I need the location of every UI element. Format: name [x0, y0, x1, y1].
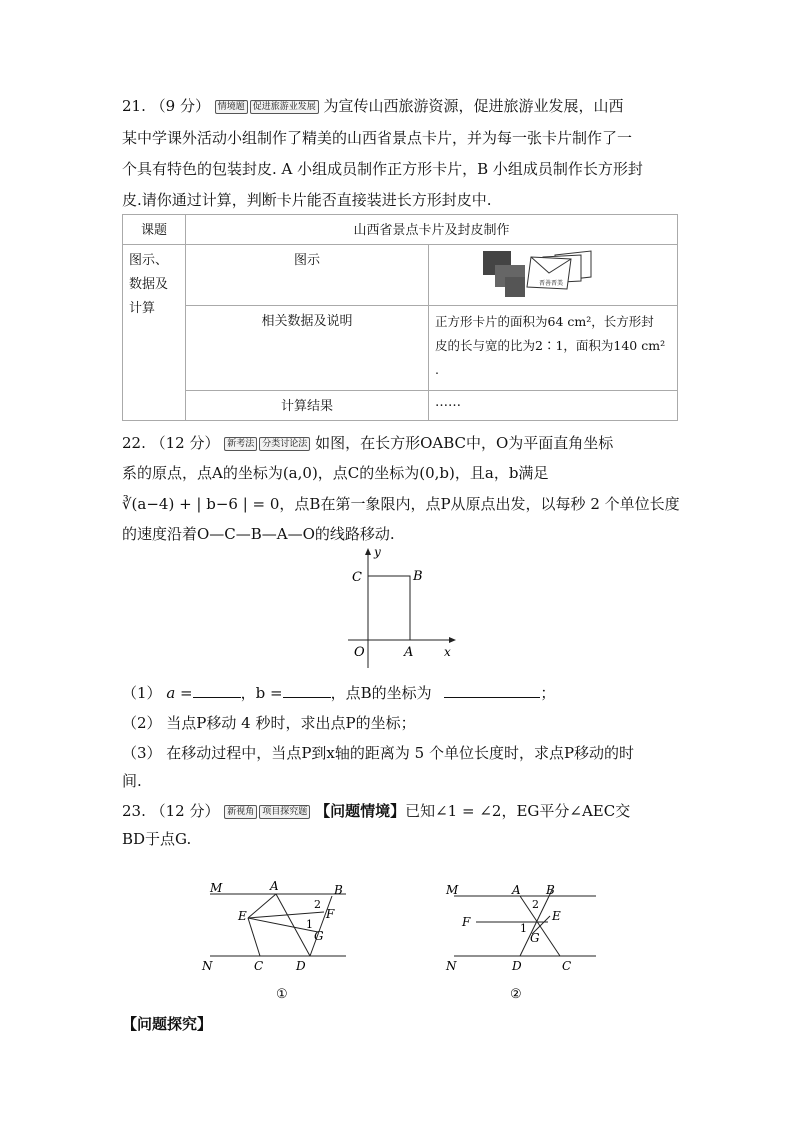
- fig2-label-e: E: [552, 909, 561, 923]
- q23-number: 23.: [122, 802, 146, 820]
- figure-1: [196, 880, 376, 1000]
- fig1-label-b: B: [334, 883, 343, 897]
- label-o: O: [354, 645, 365, 660]
- q23-explore-heading: 【问题探究】: [122, 1015, 213, 1033]
- table-header-right: 山西省景点卡片及封皮制作: [186, 215, 678, 245]
- x-arrow-icon: [449, 637, 456, 643]
- fig2-label-g: G: [530, 931, 540, 945]
- table-sub-figure-label: 图示: [186, 245, 429, 306]
- q22-sub3-line1: （3） 在移动过程中，当点P到x轴的距离为 5 个单位长度时，求点P移动的时: [122, 744, 635, 762]
- fig2-label-b: B: [546, 883, 555, 897]
- q22-line-4: 的速度沿着O—C—B—A—O的线路移动.: [122, 525, 395, 543]
- q22-text-1: 如图，在长方形OABC中，O为平面直角坐标: [315, 434, 614, 452]
- q22-sub1-a: a =: [166, 684, 193, 702]
- q22-sub1-end: ；: [540, 684, 556, 702]
- q23-heading: 【问题情境】: [315, 802, 406, 820]
- q22-points: （12 分）: [150, 434, 220, 452]
- q21-number: 21.: [122, 97, 146, 115]
- data-line-3: .: [435, 362, 439, 377]
- table-sub-data-label: 相关数据及说明: [186, 306, 429, 391]
- envelope-text: 晋善晋美: [539, 280, 564, 287]
- q21-line-2: 某中学课外活动小组制作了精美的山西省景点卡片，并为每一张卡片制作了一: [122, 129, 633, 147]
- q22-sub1-num: （1）: [122, 684, 162, 702]
- table-result-cell: ……: [429, 391, 678, 421]
- q23-line-1: [122, 801, 630, 821]
- label-b: B: [413, 569, 423, 584]
- table-sub-result-label: 计算结果: [186, 391, 429, 421]
- data-line-2: 皮的长与宽的比为2∶1，面积为140 cm²: [435, 338, 666, 353]
- fig2-label-c: C: [562, 959, 572, 973]
- q23-tag-1: 新视角: [224, 805, 257, 819]
- blank-b[interactable]: [283, 683, 331, 698]
- fig1-caption: ①: [276, 987, 288, 1000]
- label-y: y: [374, 546, 381, 559]
- fig1-label-n: N: [202, 959, 213, 973]
- fig1-label-a: A: [270, 880, 279, 893]
- q23-points: （12 分）: [150, 802, 220, 820]
- q21-points: （9 分）: [150, 97, 210, 115]
- label-x: x: [444, 645, 451, 659]
- fig1-label-e: E: [238, 909, 247, 923]
- fig2-label-a: A: [512, 883, 521, 897]
- q22-sub3-line2: 间.: [122, 772, 142, 790]
- table-row-label: 图示、数据及计算: [123, 245, 186, 421]
- q21-table: [122, 214, 678, 421]
- postcard-envelope-figure: [435, 247, 595, 299]
- fig2-label-n: N: [446, 959, 457, 973]
- q22-line-1: [122, 433, 613, 453]
- q22-line-2: 系的原点，点A的坐标为(a,0)，点C的坐标为(0,b)，且a，b满足: [122, 464, 549, 482]
- q21-text-1: 为宣传山西旅游资源，促进旅游业发展，山西: [323, 97, 624, 115]
- fig1-label-m: M: [210, 881, 223, 895]
- figure-2: [440, 880, 610, 1000]
- label-a: A: [404, 645, 414, 660]
- fig1-label-1: 1: [306, 918, 313, 931]
- label-c: C: [352, 570, 362, 585]
- table-data-cell: [429, 306, 678, 391]
- table-header-left: 课题: [123, 215, 186, 245]
- q22-tag-1: 新考法: [224, 437, 257, 451]
- fig2-label-2: 2: [532, 898, 539, 911]
- q22-line-3: ∛(a−4) + | b−6 | = 0，点B在第一象限内，点P从原点出发，以每秒 2 个单位长度: [122, 495, 680, 513]
- photo-card-3: [505, 277, 525, 297]
- fig1-line-ae: [248, 894, 276, 918]
- y-arrow-icon: [365, 548, 371, 555]
- fig1-label-f: F: [326, 907, 335, 921]
- q22-sub1-b: ，b =: [240, 684, 283, 702]
- fig2-label-d: D: [512, 959, 522, 973]
- q22-number: 22.: [122, 434, 146, 452]
- q22-sub2: （2） 当点P移动 4 秒时，求出点P的坐标；: [122, 714, 416, 732]
- data-line-1: 正方形卡片的面积为64 cm²，长方形封: [435, 314, 654, 329]
- fig2-label-f: F: [462, 915, 471, 929]
- coordinate-figure: [340, 546, 460, 670]
- q22-tag-2: 分类讨论法: [259, 437, 310, 451]
- q21-tag-1: 情境题: [215, 100, 248, 114]
- q22-sub1: [122, 683, 555, 703]
- q21-tag-2: 促进旅游业发展: [250, 100, 319, 114]
- fig1-line-ec: [248, 918, 260, 956]
- q23-text-1: 已知∠1 = ∠2，EG平分∠AEC交: [405, 802, 631, 820]
- fig2-label-m: M: [446, 883, 459, 897]
- q23-line-2: BD于点G.: [122, 830, 192, 848]
- blank-a[interactable]: [193, 683, 241, 698]
- q22-sub1-rest: ，点B的坐标为: [330, 684, 432, 702]
- q21-line-3: 个具有特色的包装封皮. A 小组成员制作正方形卡片，B 小组成员制作长方形封: [122, 160, 643, 178]
- fig2-label-1: 1: [520, 922, 527, 935]
- q21-line-1: [122, 96, 624, 116]
- table-figure-cell: [429, 245, 678, 306]
- fig1-label-d: D: [296, 959, 306, 973]
- fig1-label-2: 2: [314, 898, 321, 911]
- fig1-label-c: C: [254, 959, 264, 973]
- q21-line-4: 皮.请你通过计算，判断卡片能否直接装进长方形封皮中.: [122, 191, 492, 209]
- rectangle-oabc: [368, 576, 410, 640]
- fig2-caption: ②: [510, 987, 522, 1000]
- fig1-label-g: G: [314, 929, 324, 943]
- blank-b-coordinate[interactable]: [444, 683, 540, 698]
- q23-tag-2: 项目探究题: [259, 805, 310, 819]
